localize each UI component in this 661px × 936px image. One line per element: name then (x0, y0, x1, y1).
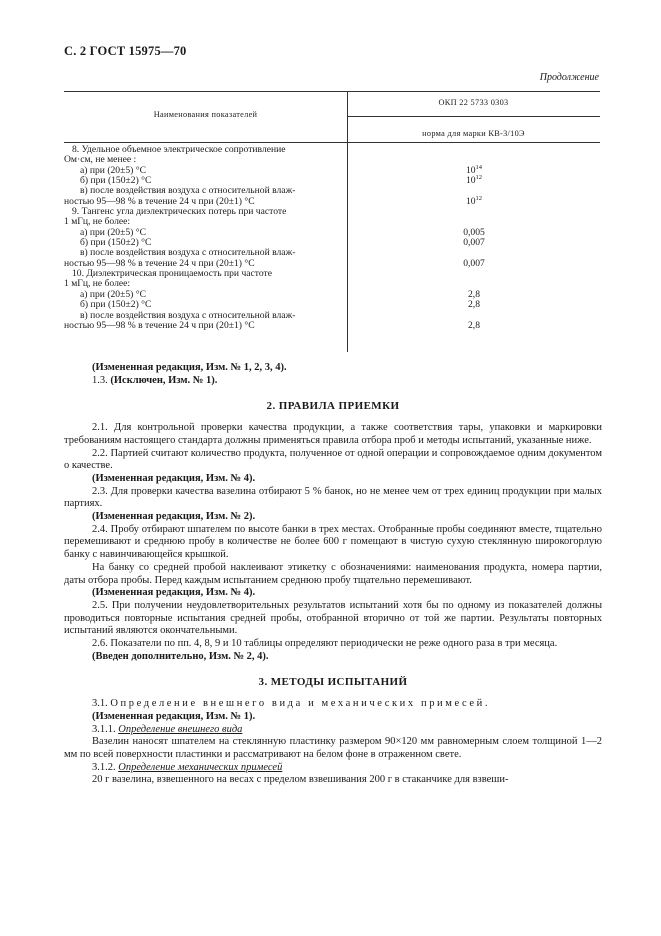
row-label: 8. Удельное объемное электрическое сопротивление (72, 144, 286, 155)
amendment-note: (Измененная редакция, Изм. № 1). (92, 710, 256, 722)
col-name-header: Наименования показателей (153, 110, 258, 119)
table-top-rule (64, 91, 600, 92)
row-label: Ом·см, не менее : (64, 154, 137, 166)
document-body (64, 362, 602, 787)
row-label: в) после воздействия воздуха с относительной влаж- (80, 247, 296, 259)
value-exponent: 12 (475, 194, 483, 202)
times-sign: × (395, 736, 402, 748)
paragraph-2-4-b: На банку со средней пробой наклеивают этикетку с обозначениями: наименования продукта, номера партии, даты отбора пробы. Перед каждым испытанием среднюю пробу тщательно перемешивают. (64, 561, 602, 586)
row-value: 0,007 (463, 237, 485, 249)
row-label: 1 мГц, не более: (64, 278, 131, 290)
paragraph-1-3 (64, 375, 602, 388)
row-value: 2,8 (468, 299, 480, 311)
paragraph-2-6: 2.6. Показатели по пп. 4, 8, 9 и 10 таблицы определяют периодически не реже одного раза в три месяца. (92, 638, 558, 650)
row-label: б) при (150±2) °С (80, 299, 152, 311)
text-fragment: Вазелин наносят шпателем на стеклянную пластинку размером 90 (92, 736, 396, 748)
page-header: С. 2 ГОСТ 15975—70 (64, 44, 187, 58)
paragraph-3-1-2 (64, 762, 602, 775)
paragraph-3-1-2-text: 20 г вазелина, взвешенного на весах с пределом взвешивания 200 г в стаканчике для взвеши- (92, 774, 509, 786)
value-base: 10 (465, 195, 476, 207)
value-base: 10 (465, 175, 476, 187)
amendment-note: (Измененная редакция, Изм. № 4). (92, 472, 256, 484)
row-label: а) при (20±5) °С (80, 288, 146, 300)
paragraph-3-1 (64, 698, 602, 711)
section-2-title: 2. ПРАВИЛА ПРИЕМКИ (266, 400, 400, 413)
amendment-note: (Измененная редакция, Изм. № 2). (92, 511, 256, 523)
paragraph-2-3: 2.3. Для проверки качества вазелина отбирают 5 % банок, но не менее чем от трех единиц продукции при малых партиях. (64, 485, 602, 510)
paragraph-2-1: 2.1. Для контрольной проверки качества продукции, а также соответствия тары, упаковки и маркировки требованиям настоящего стандарта должны применяться правила отбора проб и методы испытаний, указанные ниже. (64, 422, 602, 446)
paragraph-3-1-1-text (64, 736, 602, 761)
amendment-note: (Измененная редакция, Изм. № 1, 2, 3, 4). (92, 362, 287, 373)
amendment-note: (Введен дополнительно, Изм. № 2, 4). (92, 650, 269, 662)
row-label: в) после воздействия воздуха с относительной влаж- (80, 309, 296, 321)
row-label: ностью 95—98 % в течение 24 ч при (20±1) °С (64, 257, 255, 269)
row-label: ностью 95—98 % в течение 24 ч при (20±1) °С (64, 195, 255, 207)
row-value: 0,007 (463, 257, 485, 269)
table-row (64, 300, 600, 310)
row-value (424, 194, 524, 207)
row-value (424, 176, 524, 186)
paragraph-2-4: 2.4. Пробу отбирают шпателем по высоте банки в трех местах. Отобранные пробы соединяют вместе, тщательно перемешивают и среднюю пробу в количестве не более 600 г помещают в чистую сухую стеклянную широкогорлую банку с навинчивающейся крышкой. (64, 523, 602, 561)
clause-number: 3.1. (92, 698, 108, 710)
clause-number: 3.1.2. (92, 761, 116, 773)
clause-number: 1.3. (92, 374, 108, 386)
table-row (64, 145, 600, 155)
clause-number: 3.1.1. (92, 723, 116, 735)
table-row (64, 321, 600, 331)
row-label: б) при (150±2) °С (80, 175, 152, 187)
table-rows (64, 145, 600, 331)
clause-title: Определение внешнего вида (118, 723, 243, 735)
row-label: 1 мГц, не более: (64, 216, 131, 228)
table-header-rule (64, 142, 600, 143)
continuation-label: Продолжение (539, 72, 599, 83)
row-label: 10. Диэлектрическая проницаемость при частоте (72, 268, 272, 280)
row-label: б) при (150±2) °С (80, 237, 152, 249)
row-value: 0,005 (463, 226, 485, 238)
row-label: 9. Тангенс угла диэлектрических потерь при частоте (72, 206, 287, 218)
value-base: 10 (465, 164, 476, 176)
paragraph-2-5: 2.5. При получении неудовлетворительных результатов испытаний хотя бы по одному из показателей должны проводиться повторные испытания средней пробы, отобранной вторично от той же партии. Результаты повторных испытаний являются окончательными. (64, 599, 602, 637)
row-label: в) после воздействия воздуха с относительной влаж- (80, 185, 296, 197)
norm-header: норма для марки КВ-3/10Э (422, 129, 525, 138)
clause-text: (Исключен, Изм. № 1). (110, 374, 218, 386)
row-value: 2,8 (468, 288, 480, 300)
row-label: ностью 95—98 % в течение 24 ч при (20±1) °С (64, 319, 255, 331)
table-header-subrule (347, 116, 600, 117)
text-fragment: 120 мм равномерным слоем толщиной 1—2 мм по всей поверхности пластинки и рассматривают на белом фоне в отраженном свете. (64, 736, 602, 760)
table-row (64, 269, 600, 279)
section-3-title: 3. МЕТОДЫ ИСПЫТАНИЙ (258, 676, 408, 689)
clause-title: Определение механических примесей (118, 761, 283, 773)
row-label: а) при (20±5) °С (80, 164, 146, 176)
okp-header: ОКП 22 5733 0303 (438, 98, 509, 107)
amendment-note: (Измененная редакция, Изм. № 4). (92, 587, 256, 599)
row-label: а) при (20±5) °С (80, 226, 146, 238)
value-exponent: 14 (475, 163, 483, 171)
clause-title: Определение внешнего вида и механических примесей. (110, 698, 491, 710)
row-value: 2,8 (468, 319, 480, 331)
paragraph-3-1-1 (64, 724, 602, 737)
paragraph-2-2: 2.2. Партией считают количество продукта, полученное от одной операции и сопровождаемое одним документом о качестве. (64, 447, 602, 472)
value-exponent: 12 (475, 174, 483, 182)
table-row (64, 207, 600, 217)
